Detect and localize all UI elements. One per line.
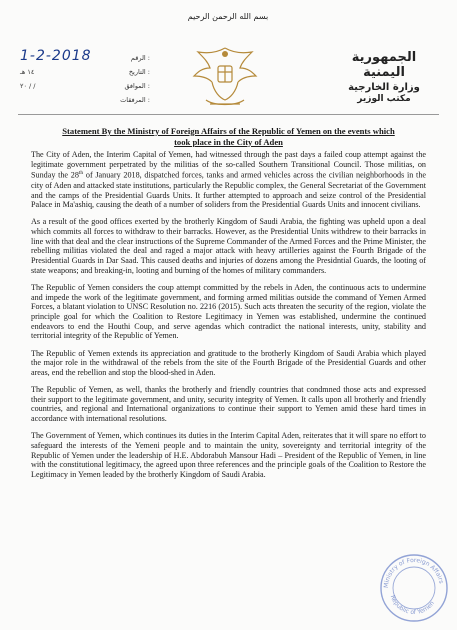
office-name: مكتب الوزير [357, 94, 411, 104]
paragraph: The Republic of Yemen considers the coup attempt committed by the rebels in Aden, the continuous acts to undermine and impede the work of the legitimate government, and forming armed militias outside the command of Yemen Armed Forces, a blatant violation to UNSC Resolution no. 2216 (2015). Such acts threaten the security of the region, violate the principle goal for which the Coalition to Restore Legitimacy in Yemen was established, undermine the continued endeavors to end the Houthi Coup, and serve agendas which contradict the national interests, unity, stability and territorial integrity of the Republic of Yemen. [31, 282, 426, 341]
paragraph: The Government of Yemen, which continues its duties in the Interim Capital Aden, reiterates that it will spare no effort to safeguard the interests of the Yemeni people and to maintain the unity, sovereignty and territorial integrity of the Republic of Yemen under the leadership of H.E. Abdorabuh Mansour Hadi – President of the Republic of Yemen, in line with the constitutional legitimacy, the agreed upon three references and the principle goals of the Coalition to Restore the Legitimacy in Yemen leaded by the brotherly Kingdom of Saudi Arabia. [31, 431, 426, 480]
ministry-stamp-icon [378, 552, 450, 624]
ref-row [20, 48, 150, 66]
ref-label: الرقم : [130, 54, 150, 62]
title-line-2: took place in the City of Aden [174, 136, 283, 147]
svg-text:Ministry of Foreign Affairs [383, 557, 445, 588]
attachments-label: المرفقات : [120, 96, 150, 104]
paragraph: The Republic of Yemen, as well, thanks the brotherly and friendly countries that condmned those acts and expressed their support to the legitimate government, and unity, security integrity of Yemen. It calls upon all brotherly and friendly countries, and regional and International organizations to continue their support to Yemen amid these hard times in accordance with international resolutions. [31, 385, 426, 424]
ministry-letterhead [329, 50, 439, 104]
yemen-emblem-icon [188, 42, 262, 114]
ministry-name: وزارة الخارجية [348, 82, 420, 93]
title-line-1: Statement By the Ministry of Foreign Affairs of the Republic of Yemen on the events which [62, 126, 395, 136]
header-divider [18, 114, 439, 115]
date-label: التاريخ : [128, 68, 150, 76]
hijri-row [20, 80, 150, 94]
hijri-value: ١٤ هـ [20, 68, 35, 76]
paragraph: As a result of the good offices exerted by the brotherly Kingdom of Saudi Arabia, the fighting was upheld upon a deal which commits all forces to withdraw to their barracks. However, as the Presidential Units withdrew to their barracks in line with that deal and the clear instructions of the Supreme Commander of the Armed Forces and the Prime Minister, the rebelling militias violated the deal and raged a major attack with heavy artilleries against the Fourth Brigade of the Presidential Guards in Dar Saad. This caused deaths and injuries of dozens among the Presidntial Guards, the looting of state weapons; and breaking-in, looting and burning of the homes of military commanders. [31, 217, 426, 275]
paragraph: The City of Aden, the Interim Capital of Yemen, had witnessed through the past days a failed coup attempt against the legitimate government perpetrated by the militias of the so-called Southern Transitional Council. Those militias, on Sunday the 28th of January 2018, dispatched forces, tanks and armed vehicles across the civilian neighborhoods in the city of Aden and attacked state institutions, particularly the Republic complex, the General Secretariat of the Government and the camps of the Presidential Guards Units. It further attempted to approach and seize control of the Presidential Palace in Ma'ashiq, causing the death of a number of soliders from the Presidential Guards Units and innocent civilians. [31, 150, 426, 210]
ref-handwritten: 1-2-2018 [20, 48, 92, 64]
hijri-label: الموافق : [124, 82, 150, 90]
stamp-text-top: Ministry of Foreign Affairs [382, 556, 445, 589]
country-name: الجمهورية اليمنية [351, 50, 417, 80]
basmala-text: بسم الله الرحمن الرحيم [187, 12, 269, 21]
paragraph: The Republic of Yemen extends its appreciation and gratitude to the brotherly Kingdom of Saudi Arabia which played the major role in the withdrawal of the rebels from the site of the Fourth Brigade of the Presidential Guards and other areas, end the rebellion and stop the blood-shed in Aden. [31, 348, 426, 377]
svg-text:Republic of Yemen [389, 594, 436, 616]
attachments-row [20, 94, 150, 108]
greg-value: ٢٠ / / [20, 82, 36, 90]
statement-body [31, 150, 426, 487]
stamp-text-bottom: Republic of Yemen [388, 594, 436, 617]
statement-title [20, 126, 437, 147]
reference-block [20, 48, 150, 108]
date-row [20, 66, 150, 80]
